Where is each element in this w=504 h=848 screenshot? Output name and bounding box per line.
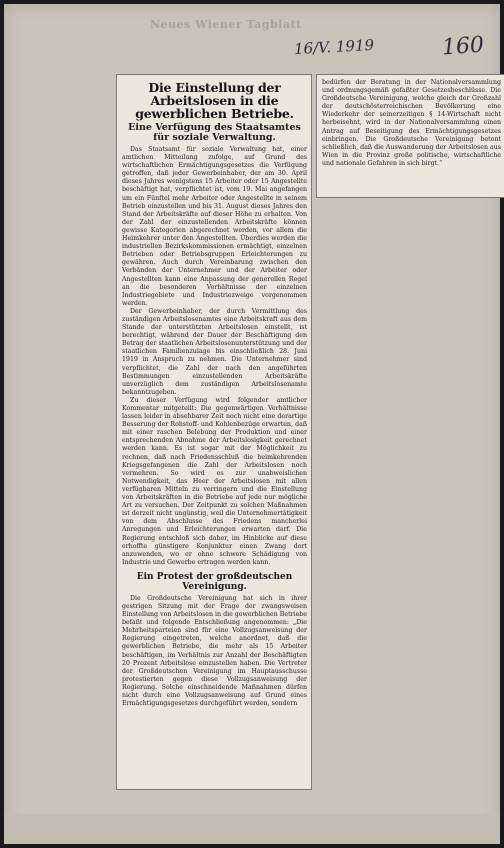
article-column-right [316, 74, 504, 198]
article-continuation: bedürfen der Beratung in der Nationalversammlung und ordnungsgemäß gefaßter Gesetzesbeschlüsse. Die Großdeutsche Vereinigung, welche gleich der Großzahl der deutschösterreichischen Bevölkerung eine Wiederkehr der seinerzeitigen § 14-Wirtschaft nicht herbeisehnt, wird in der Nationalversammlung einen Antrag auf Beseitigung des Ermächtigungsgesetzes einbringen. Die Großdeutsche Vereinigung betont schließlich, daß die Auswanderung der Arbeitslosen aus Wien in die Provinz große politische, wirtschaftliche und nationale Gefahren in sich birgt.“ [322, 79, 501, 167]
article-column-left [116, 74, 312, 790]
sheet-bottom-strip [4, 814, 500, 844]
article-headline: Die Einstellung der Arbeitslosen in die gewerblichen Betriebe. [135, 80, 294, 121]
handwritten-date: 16/V. 1919 [293, 35, 375, 59]
newspaper-clipping [116, 74, 502, 790]
article-paragraph: Die Großdeutsche Vereinigung hat sich in ihrer gestrigen Sitzung mit der Frage der zwangsweisen Einstellung von Arbeitslosen in die gewerblichen Betriebe befaßt und folgende Entschließung angenommen: „Die Mehrheitsparteien sind für eine Vollzugsanweisung der Regierung eingetreten, welche anordnet, daß die gewerblichen Betriebe, die mehr als 15 Arbeiter beschäftigen, im Verhältnis zur Anzahl der Beschäftigten 20 Prozent Arbeitslose einzustellen haben. Die Vertreter der Großdeutschen Vereinigung im Hauptausschusse protestierten gegen diese Vollzugsanweisung der Regierung. Solche einschneidende Maßnahmen dürfen nicht durch eine Vollzugsanweisung auf Grund eines Ermächtigungsgesetzes durchgeführt werden, sondern [122, 594, 307, 708]
handwritten-number: 160 [441, 32, 485, 61]
section-heading: Ein Protest der großdeutschen Vereinigung. [136, 571, 293, 592]
archive-sheet [4, 4, 500, 844]
article-paragraph: Das Staatsamt für soziale Verwaltung hat, einer amtlichen Mitteilung zufolge, auf Grund des wirtschaftlichen Ermächtigungsgesetzes die Verfügung getroffen, daß jeder Gewerbeinhaber, der am 30. April dieses Jahres wenigstens 15 Arbeiter oder 15 Angestellte beschäftigt hat, verpflichtet ist, vom 19. Mai angefangen um ein Fünftel mehr Arbeiter oder Angestellte in seinem Betrieb einzustellen und bis 31. August dieses Jahres den Stand der Arbeitskräfte auf dieser Höhe zu erhalten. Von der Zahl der einzustellenden Arbeitskräfte können gewisse Kategorien abgerechnet werden, vor allem die Heimkehrer unter den Angestellten. Überdies werden die industriellen Bezirkskommissionen ermächtigt, einzelnen Betrieben oder Betriebsgruppen Erleichterungen zu gewähren. Auch durch Vereinbarung zwischen den Verbänden der Unternehmer und der Arbeiter oder Angestellten kann eine Anpassung der generellen Regel an die besonderen Verhältnisse der einzelnen Industriegebiete und Industriezweige vorgenommen werden. [122, 146, 307, 307]
article-paragraph: Der Gewerbeinhaber, der durch Vermittlung des zuständigen Arbeitslosenamtes eine Arbeitskraft aus dem Stande der unterstützten Arbeitslosen einstellt, ist berechtigt, während der Dauer der Beschäftigung den Betrag der staatlichen Arbeitslosenunterstützung und der staatlichen Familienzulage bis einschließlich 28. Juni 1919 in Anspruch zu nehmen. Die Unternehmer sind verpflichtet, die Zahl der nach den angeführten Bestimmungen einzustellenden Arbeitskräfte unverzüglich dem zuständigen Arbeitslosenamte bekanntzugeben. [122, 307, 307, 396]
article-paragraph: Zu dieser Verfügung wird folgender amtlicher Kommentar mitgeteilt: Die gegenwärtigen Verhältnisse lassen leider in absehbarer Zeit noch nicht eine derartige Besserung der Rohstoff- und Kohlenbezüge erwarten, daß mit einer raschen Belebung der Produktion und einer entsprechenden Abnahme der Arbeitslosigkeit gerechnet werden kann. Es ist sogar mit der Möglichkeit zu rechnen, daß nach Friedensschluß die heimkehrenden Kriegsgefangenen die Zahl der Arbeitslosen noch vermehren. So wird es zur unabweislichen Notwendigkeit, das Heer der Arbeitslosen mit allen verfügbaren Mitteln zu verringern und die Einstellung von Arbeitskräften in die Betriebe auf jede nur mögliche Art zu versuchen. Der Zeitpunkt zu solchen Maßnahmen ist derzeit nicht ungünstig, weil die Unternehmertätigkeit von dem Abschlusse des Friedens mancherlei Anregungen und Erleichterungen erwarten darf. Die Regierung entschloß sich daher, im Hinblicke auf diese erhoffte günstigere Konjunktur einen Zwang dort anzuwenden, wo er ohne schwere Schädigung von Industrie und Gewerbe ertragen werden kann. [122, 396, 307, 566]
newspaper-masthead: Neues Wiener Tagblatt [150, 18, 302, 31]
article-subhead: Eine Verfügung des Staatsamtes für soziale Verwaltung. [128, 122, 301, 143]
